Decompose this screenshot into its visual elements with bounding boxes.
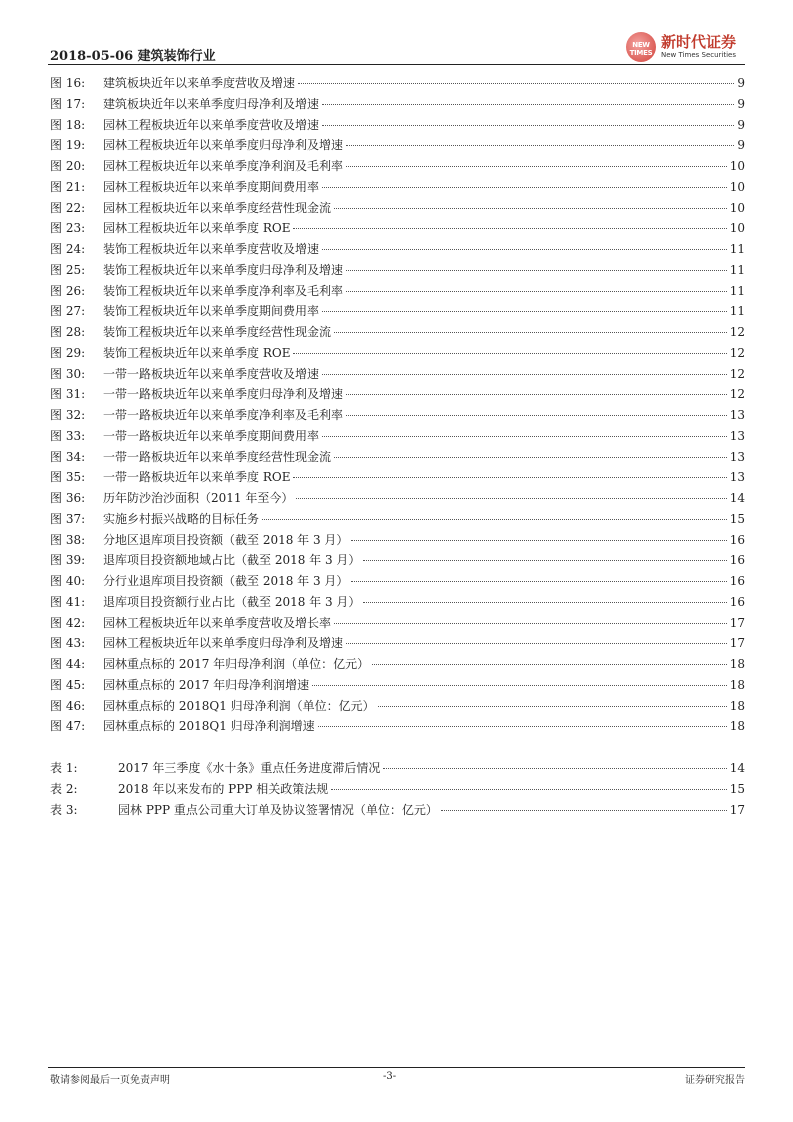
figure-toc-entry[interactable] [50, 448, 745, 469]
entry-title: 园林重点标的 2017 年归母净利润增速 [103, 677, 310, 692]
entry-title: 园林工程板块近年以来单季度营收及增长率 [103, 615, 332, 630]
entry-label: 图 29: [50, 345, 86, 360]
dot-leader [262, 519, 727, 520]
entry-page-number: 13 [729, 449, 745, 464]
figure-toc-entry[interactable] [50, 157, 745, 178]
dot-leader [363, 560, 726, 561]
dot-leader [298, 83, 734, 84]
dot-leader [363, 602, 726, 603]
dot-leader [346, 291, 727, 292]
entry-page-number: 17 [729, 803, 745, 817]
figure-toc-entry[interactable] [50, 240, 745, 261]
figure-toc-entry[interactable] [50, 116, 745, 137]
entry-label: 图 24: [50, 242, 86, 256]
entry-page-number: 11 [729, 283, 745, 298]
figure-toc-entry[interactable] [50, 136, 745, 157]
figure-toc-entry[interactable] [50, 302, 745, 323]
entry-title: 2017 年三季度《水十条》重点任务进度滞后情况 [118, 761, 381, 775]
figure-toc-entry[interactable] [50, 261, 745, 282]
entry-title: 园林工程板块近年以来单季度归母净利及增速 [103, 636, 344, 651]
entry-title: 园林重点标的 2017 年归母净利润（单位：亿元） [103, 657, 370, 671]
footer-divider [48, 1067, 745, 1068]
table-toc-entry[interactable] [50, 801, 745, 822]
entry-label: 表 3: [50, 803, 78, 817]
figure-toc-entry[interactable] [50, 365, 745, 386]
figure-toc-entry[interactable] [50, 406, 745, 427]
entry-page-number: 12 [729, 325, 745, 339]
entry-label: 图 28: [50, 325, 86, 339]
entry-page-number: 16 [729, 594, 745, 609]
entry-title: 园林重点标的 2018Q1 归母净利润（单位：亿元） [103, 698, 375, 713]
dot-leader [318, 726, 727, 727]
dot-leader [441, 810, 727, 811]
entry-page-number: 9 [737, 138, 745, 153]
entry-page-number: 10 [729, 159, 745, 173]
dot-leader [322, 104, 734, 105]
figure-toc-entry[interactable] [50, 510, 745, 531]
entry-title: 历年防沙治沙面积（2011 年至今） [103, 491, 294, 505]
dot-leader [378, 706, 727, 707]
entry-title: 分行业退库项目投资额（截至 2018 年 3 月） [103, 574, 349, 588]
entry-page-number: 10 [729, 200, 745, 215]
entry-label: 图 41: [50, 594, 86, 609]
entry-label: 图 30: [50, 366, 86, 381]
entry-label: 图 39: [50, 553, 86, 568]
table-list [50, 759, 745, 822]
entry-label: 图 18: [50, 117, 86, 132]
figure-toc-entry[interactable] [50, 199, 745, 220]
figure-toc-entry[interactable] [50, 95, 745, 116]
entry-page-number: 17 [729, 636, 745, 651]
entry-page-number: 12 [729, 387, 745, 402]
entry-label: 图 33: [50, 428, 86, 443]
logo-badge-icon [626, 32, 656, 62]
entry-page-number: 13 [729, 408, 745, 422]
entry-title: 园林工程板块近年以来单季度营收及增速 [103, 117, 320, 132]
entry-page-number: 9 [737, 96, 745, 111]
entry-label: 图 27: [50, 304, 86, 319]
entry-label: 图 36: [50, 491, 86, 505]
entry-label: 图 38: [50, 532, 86, 547]
dot-leader [322, 125, 734, 126]
dot-leader [372, 664, 727, 665]
entry-title: 一带一路板块近年以来单季度 ROE [103, 470, 291, 485]
entry-page-number: 11 [729, 242, 745, 256]
entry-label: 图 44: [50, 657, 86, 671]
entry-title: 一带一路板块近年以来单季度净利率及毛利率 [103, 408, 344, 422]
entry-page-number: 18 [729, 657, 745, 671]
entry-page-number: 18 [729, 677, 745, 692]
dot-leader [351, 540, 726, 541]
entry-title: 退库项目投资额行业占比（截至 2018 年 3 月） [103, 594, 361, 609]
dot-leader [346, 166, 727, 167]
logo-english-name: New Times Securities [661, 51, 736, 59]
figure-toc-entry[interactable] [50, 551, 745, 572]
dot-leader [293, 353, 726, 354]
entry-page-number: 10 [729, 179, 745, 194]
header-divider [48, 64, 745, 65]
dot-leader [346, 415, 727, 416]
dot-leader [383, 768, 726, 769]
entry-label: 图 40: [50, 574, 86, 588]
dot-leader [351, 581, 726, 582]
entry-title: 一带一路板块近年以来单季度期间费用率 [103, 428, 320, 443]
figure-toc-entry[interactable] [50, 282, 745, 303]
figure-toc-entry[interactable] [50, 593, 745, 614]
entry-page-number: 18 [729, 719, 745, 734]
figure-toc-entry[interactable] [50, 178, 745, 199]
entry-title: 装饰工程板块近年以来单季度净利率及毛利率 [103, 283, 344, 298]
entry-label: 图 31: [50, 387, 86, 402]
entry-title: 园林工程板块近年以来单季度 ROE [103, 221, 291, 236]
dot-leader [322, 187, 727, 188]
dot-leader [322, 436, 727, 437]
entry-title: 装饰工程板块近年以来单季度归母净利及增速 [103, 262, 344, 277]
entry-page-number: 9 [737, 117, 745, 132]
figure-toc-entry[interactable] [50, 74, 745, 95]
entry-label: 图 25: [50, 262, 86, 277]
entry-page-number: 9 [737, 76, 745, 90]
entry-page-number: 14 [729, 491, 745, 505]
entry-title: 分地区退库项目投资额（截至 2018 年 3 月） [103, 532, 349, 547]
dot-leader [346, 394, 727, 395]
figure-toc-entry[interactable] [50, 385, 745, 406]
figure-list [50, 74, 745, 738]
entry-label: 图 35: [50, 470, 86, 485]
entry-title: 园林 PPP 重点公司重大订单及协议签署情况（单位：亿元） [118, 803, 438, 817]
entry-page-number: 13 [729, 470, 745, 485]
footer-page-number: -3- [383, 1071, 397, 1082]
entry-label: 图 22: [50, 200, 86, 215]
entry-label: 图 17: [50, 96, 86, 111]
figure-toc-entry[interactable] [50, 614, 745, 635]
entry-title: 装饰工程板块近年以来单季度营收及增速 [103, 242, 320, 256]
entry-title: 装饰工程板块近年以来单季度 ROE [103, 345, 291, 360]
dot-leader [334, 623, 727, 624]
dot-leader [293, 228, 726, 229]
entry-title: 2018 年以来发布的 PPP 相关政策法规 [118, 782, 329, 796]
entry-title: 园林重点标的 2018Q1 归母净利润增速 [103, 719, 315, 734]
entry-title: 装饰工程板块近年以来单季度期间费用率 [103, 304, 320, 319]
entry-page-number: 11 [729, 304, 745, 319]
dot-leader [346, 643, 727, 644]
entry-label: 图 16: [50, 76, 86, 90]
entry-label: 图 23: [50, 221, 86, 236]
entry-page-number: 13 [729, 428, 745, 443]
figure-toc-entry[interactable] [50, 323, 745, 344]
entry-page-number: 16 [729, 553, 745, 568]
figure-toc-entry[interactable] [50, 468, 745, 489]
entry-page-number: 12 [729, 366, 745, 381]
entry-title: 一带一路板块近年以来单季度经营性现金流 [103, 449, 332, 464]
report-date-industry: 2018-05-06 建筑装饰行业 [50, 49, 216, 64]
dot-leader [334, 457, 727, 458]
entry-page-number: 11 [729, 262, 745, 277]
entry-page-number: 15 [729, 511, 745, 526]
entry-page-number: 15 [729, 782, 745, 796]
entry-title: 园林工程板块近年以来单季度净利润及毛利率 [103, 159, 344, 173]
entry-label: 图 20: [50, 159, 86, 173]
figure-toc-entry[interactable] [50, 717, 745, 738]
entry-page-number: 18 [729, 698, 745, 713]
entry-title: 建筑板块近年以来单季度归母净利及增速 [103, 96, 320, 111]
entry-title: 建筑板块近年以来单季度营收及增速 [103, 76, 296, 90]
entry-label: 表 2: [50, 782, 78, 796]
dot-leader [322, 311, 727, 312]
dot-leader [346, 145, 734, 146]
dot-leader [296, 498, 726, 499]
dot-leader [334, 208, 727, 209]
entry-label: 图 47: [50, 719, 86, 734]
entry-title: 装饰工程板块近年以来单季度经营性现金流 [103, 325, 332, 339]
entry-page-number: 17 [729, 615, 745, 630]
table-toc-entry[interactable] [50, 780, 745, 801]
entry-label: 图 42: [50, 615, 86, 630]
figure-toc-entry[interactable] [50, 655, 745, 676]
figure-toc-entry[interactable] [50, 634, 745, 655]
entry-title: 园林工程板块近年以来单季度归母净利及增速 [103, 138, 344, 153]
entry-label: 图 45: [50, 677, 86, 692]
dot-leader [346, 270, 727, 271]
entry-label: 图 46: [50, 698, 86, 713]
entry-title: 实施乡村振兴战略的目标任务 [103, 511, 260, 526]
entry-title: 一带一路板块近年以来单季度归母净利及增速 [103, 387, 344, 402]
entry-title: 园林工程板块近年以来单季度期间费用率 [103, 179, 320, 194]
entry-page-number: 16 [729, 574, 745, 588]
dot-leader [331, 789, 727, 790]
entry-label: 图 34: [50, 449, 86, 464]
footer-disclaimer: 敬请参阅最后一页免责声明 [50, 1075, 170, 1086]
dot-leader [322, 374, 727, 375]
entry-label: 图 37: [50, 511, 86, 526]
entry-title: 退库项目投资额地域占比（截至 2018 年 3 月） [103, 553, 361, 568]
logo-chinese-name: 新时代证券 [661, 33, 737, 51]
company-logo [626, 30, 746, 64]
entry-page-number: 14 [729, 761, 745, 775]
footer-report-type: 证券研究报告 [685, 1075, 745, 1086]
figure-toc-entry[interactable] [50, 489, 745, 510]
figure-toc-entry[interactable] [50, 697, 745, 718]
entry-label: 图 19: [50, 138, 86, 153]
entry-label: 图 32: [50, 408, 86, 422]
dot-leader [334, 332, 727, 333]
entry-label: 图 43: [50, 636, 86, 651]
entry-page-number: 10 [729, 221, 745, 236]
table-toc-entry[interactable] [50, 759, 745, 780]
entry-title: 园林工程板块近年以来单季度经营性现金流 [103, 200, 332, 215]
dot-leader [322, 249, 727, 250]
figure-toc-entry[interactable] [50, 219, 745, 240]
figure-toc-entry[interactable] [50, 676, 745, 697]
entry-title: 一带一路板块近年以来单季度营收及增速 [103, 366, 320, 381]
entry-label: 图 26: [50, 283, 86, 298]
entry-label: 表 1: [50, 761, 78, 775]
figure-toc-entry[interactable] [50, 572, 745, 593]
entry-page-number: 16 [729, 532, 745, 547]
figure-toc-entry[interactable] [50, 427, 745, 448]
entry-label: 图 21: [50, 179, 86, 194]
figure-toc-entry[interactable] [50, 531, 745, 552]
entry-page-number: 12 [729, 345, 745, 360]
dot-leader [312, 685, 727, 686]
dot-leader [293, 477, 726, 478]
figure-toc-entry[interactable] [50, 344, 745, 365]
logo-badge-text: NEW TIMES [629, 41, 653, 57]
